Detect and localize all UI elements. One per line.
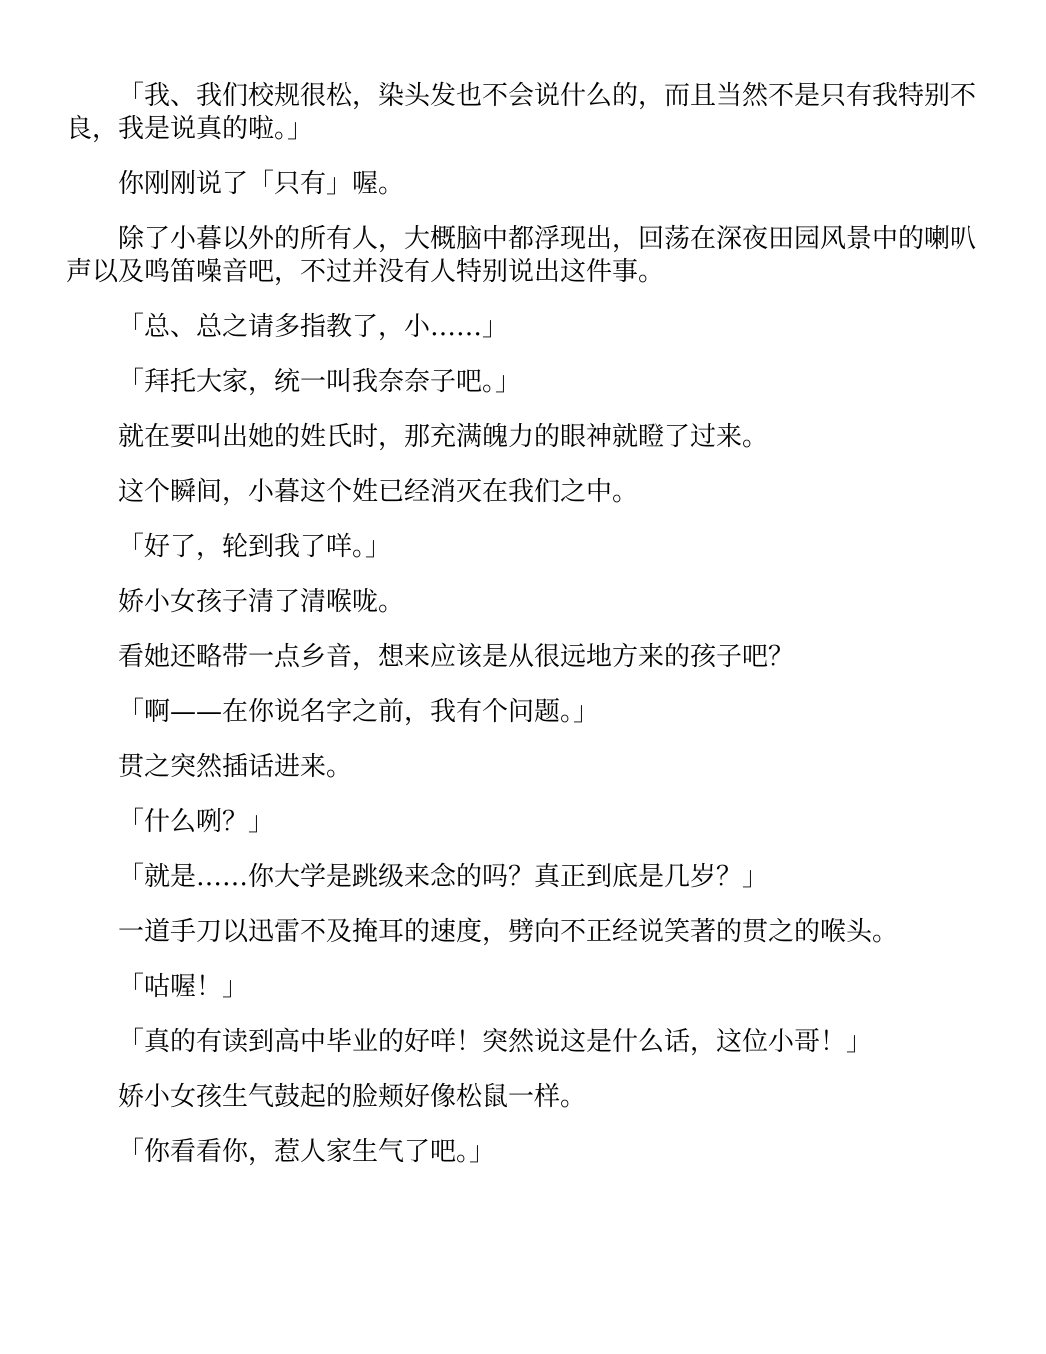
paragraph: 你刚刚说了「只有」喔。 [118, 169, 405, 199]
paragraph: 「你看看你，惹人家生气了吧。」 [118, 1137, 496, 1167]
paragraph: 「我、我们校规很松，染头发也不会说什么的，而且当然不是只有我特别不良，我是说真的啦。」 [66, 81, 977, 144]
paragraph: 「总、总之请多指教了，小……」 [118, 312, 509, 342]
paragraph: 「拜托大家，统一叫我奈奈子吧。」 [118, 367, 522, 397]
paragraph: 「咕喔！」 [118, 972, 249, 1002]
paragraph: 娇小女孩生气鼓起的脸颊好像松鼠一样。 [118, 1082, 587, 1112]
paragraph: 看她还略带一点乡音，想来应该是从很远地方来的孩子吧？ [118, 642, 795, 672]
paragraph: 就在要叫出她的姓氏时，那充满魄力的眼神就瞪了过来。 [118, 422, 769, 452]
paragraph: 这个瞬间，小暮这个姓已经消灭在我们之中。 [118, 477, 639, 507]
paragraph: 「就是……你大学是跳级来念的吗？真正到底是几岁？」 [118, 862, 769, 892]
document-page [66, 80, 978, 1191]
paragraph: 娇小女孩子清了清喉咙。 [118, 587, 405, 617]
paragraph: 「什么咧？」 [118, 807, 275, 837]
paragraph: 「真的有读到高中毕业的好咩！突然说这是什么话，这位小哥！」 [118, 1027, 873, 1057]
paragraph: 「啊——在你说名字之前，我有个问题。」 [118, 697, 600, 727]
paragraph: 一道手刀以迅雷不及掩耳的速度，劈向不正经说笑著的贯之的喉头。 [118, 917, 899, 947]
paragraph: 除了小暮以外的所有人，大概脑中都浮现出，回荡在深夜田园风景中的喇叭声以及鸣笛噪音吧，不过并没有人特别说出这件事。 [66, 224, 977, 287]
paragraph: 贯之突然插话进来。 [118, 752, 353, 782]
paragraph: 「好了，轮到我了咩。」 [118, 532, 392, 562]
